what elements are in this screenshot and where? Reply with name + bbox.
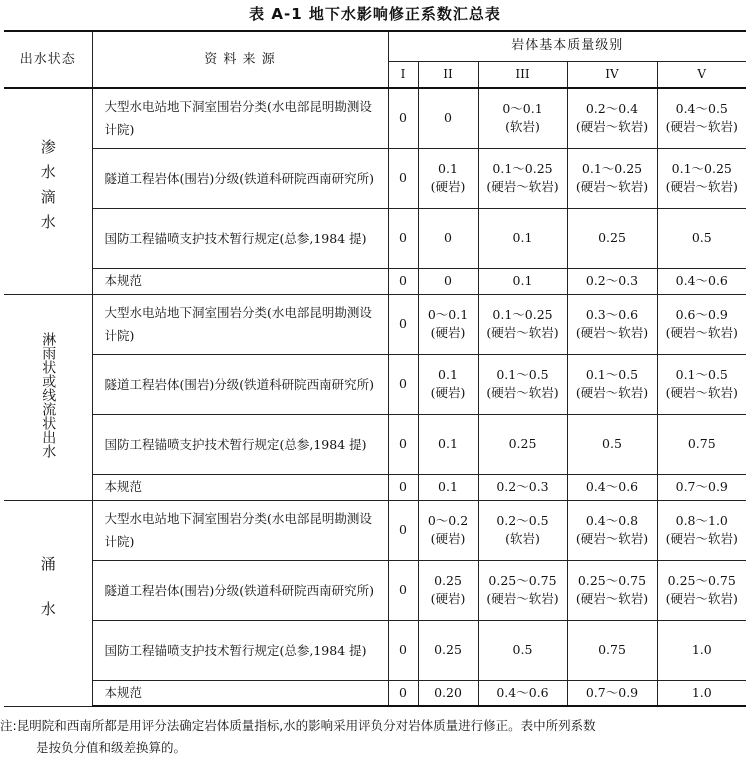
grade-1-value (388, 354, 418, 414)
coefficient-value: 0 (399, 582, 407, 597)
table-row (4, 474, 746, 500)
grade-2-value (418, 680, 478, 706)
coefficient-value: 0.1～0.25 (671, 161, 732, 176)
coefficient-value: 0.4～0.6 (675, 273, 728, 288)
source-cell: 本规范 (92, 474, 388, 500)
header-grade-2: II (418, 61, 478, 88)
grade-2-value (418, 474, 478, 500)
source-cell: 国防工程锚喷支护技术暂行规定(总参,1984 提) (92, 208, 388, 268)
grade-3-value (478, 680, 567, 706)
coefficient-value: 0 (444, 230, 452, 245)
table-row (4, 680, 746, 706)
coefficient-value: 0 (399, 170, 407, 185)
source-cell: 大型水电站地下洞室围岩分类(水电部昆明勘测设计院) (92, 500, 388, 560)
source-cell: 本规范 (92, 680, 388, 706)
table-row (4, 354, 746, 414)
header-grade-4: IV (567, 61, 657, 88)
grade-3-value (478, 294, 567, 354)
rock-type-label: (硬岩～软岩) (486, 591, 559, 606)
coefficient-value: 0.4～0.8 (585, 513, 639, 528)
grade-4-value (567, 88, 657, 148)
rock-type-label: (硬岩) (430, 591, 466, 606)
grade-4-value (567, 268, 657, 294)
grade-3-value (478, 354, 567, 414)
coefficient-value: 0.1～0.25 (492, 307, 553, 322)
grade-5-value (657, 354, 746, 414)
coefficient-value: 0.1 (512, 230, 533, 245)
rock-type-label: (硬岩) (430, 325, 466, 340)
water-state-label: 渗水滴水 (38, 138, 57, 239)
source-cell: 隧道工程岩体(围岩)分级(铁道科研院西南研究所) (92, 148, 388, 208)
water-state-cell (4, 88, 92, 294)
rock-type-label: (硬岩～软岩) (665, 325, 738, 340)
rock-type-label: (硬岩～软岩) (575, 179, 649, 194)
correction-coefficient-table (4, 30, 746, 707)
water-state-label: 淋雨状或线流状出水 (40, 331, 57, 458)
source-cell: 大型水电站地下洞室围岩分类(水电部昆明勘测设计院) (92, 88, 388, 148)
grade-1-value (388, 680, 418, 706)
coefficient-value: 0.1 (438, 479, 458, 494)
table-note (0, 715, 746, 759)
source-cell: 大型水电站地下洞室围岩分类(水电部昆明勘测设计院) (92, 294, 388, 354)
source-cell: 本规范 (92, 268, 388, 294)
rock-type-label: (硬岩～软岩) (665, 179, 738, 194)
coefficient-value: 0 (399, 230, 407, 245)
water-state-cell (4, 500, 92, 706)
header-grade-5: V (657, 61, 746, 88)
grade-1-value (388, 294, 418, 354)
table-row (4, 560, 746, 620)
grade-5-value (657, 268, 746, 294)
coefficient-value: 0.1 (512, 273, 533, 288)
grade-5-value (657, 294, 746, 354)
coefficient-value: 0 (444, 110, 452, 126)
coefficient-value: 0.1～0.5 (496, 367, 549, 382)
grade-5-value (657, 500, 746, 560)
coefficient-value: 0.2～0.3 (585, 273, 639, 288)
grade-4-value (567, 414, 657, 474)
table-row (4, 88, 746, 148)
grade-4-value (567, 474, 657, 500)
coefficient-value: 0.4～0.5 (675, 101, 728, 117)
note-line-2: 是按负分值和级差换算的。 (36, 740, 187, 755)
grade-3-value (478, 88, 567, 148)
grade-5-value (657, 620, 746, 680)
grade-2-value (418, 354, 478, 414)
coefficient-value: 0.5 (602, 436, 622, 451)
coefficient-value: 0.5 (691, 230, 712, 245)
grade-1-value (388, 560, 418, 620)
rock-type-label: (硬岩～软岩) (575, 591, 649, 606)
rock-type-label: (软岩) (505, 119, 540, 135)
table-row (4, 620, 746, 680)
grade-5-value (657, 208, 746, 268)
grade-3-value (478, 560, 567, 620)
grade-4-value (567, 354, 657, 414)
rock-type-label: (硬岩～软岩) (575, 531, 649, 546)
coefficient-value: 0.1～0.5 (585, 367, 639, 382)
source-cell: 隧道工程岩体(围岩)分级(铁道科研院西南研究所) (92, 354, 388, 414)
coefficient-value: 0.7～0.9 (675, 479, 728, 494)
table-row (4, 148, 746, 208)
water-state-cell (4, 294, 92, 500)
coefficient-value: 0 (399, 684, 407, 700)
coefficient-value: 0.3～0.6 (585, 307, 639, 322)
coefficient-value: 0.1 (438, 367, 458, 382)
coefficient-value: 0 (399, 479, 407, 494)
coefficient-value: 0 (399, 376, 407, 391)
grade-1-value (388, 500, 418, 560)
header-source: 资 料 来 源 (92, 31, 388, 88)
coefficient-value: 0.25 (434, 642, 462, 657)
grade-2-value (418, 620, 478, 680)
rock-type-label: (硬岩) (430, 385, 466, 400)
grade-3-value (478, 268, 567, 294)
grade-3-value (478, 620, 567, 680)
grade-3-value (478, 474, 567, 500)
grade-2-value (418, 208, 478, 268)
grade-1-value (388, 268, 418, 294)
coefficient-value: 0 (399, 110, 407, 126)
header-grade-group: 岩体基本质量级别 (388, 31, 746, 61)
grade-1-value (388, 88, 418, 148)
grade-2-value (418, 88, 478, 148)
grade-2-value (418, 414, 478, 474)
coefficient-value: 0 (399, 273, 407, 288)
coefficient-value: 0.5 (512, 642, 533, 657)
grade-5-value (657, 88, 746, 148)
coefficient-value: 0.25 (434, 573, 462, 588)
grade-4-value (567, 148, 657, 208)
coefficient-value: 0.6～0.9 (675, 307, 728, 322)
grade-1-value (388, 620, 418, 680)
coefficient-value: 0.2～0.3 (496, 479, 549, 494)
coefficient-value: 1.0 (691, 642, 712, 657)
grade-5-value (657, 680, 746, 706)
coefficient-value: 1.0 (691, 684, 712, 700)
coefficient-value: 0.2～0.4 (585, 101, 639, 117)
coefficient-value: 0～0.1 (502, 101, 543, 117)
header-state: 出水状态 (4, 31, 92, 88)
grade-4-value (567, 294, 657, 354)
coefficient-value: 0 (399, 642, 407, 657)
coefficient-value: 0 (399, 522, 407, 537)
coefficient-value: 0.1～0.25 (581, 161, 643, 176)
coefficient-value: 0.8～1.0 (675, 513, 728, 528)
rock-type-label: (硬岩～软岩) (575, 385, 649, 400)
grade-4-value (567, 560, 657, 620)
coefficient-value: 0 (444, 273, 452, 288)
table-row (4, 414, 746, 474)
grade-5-value (657, 148, 746, 208)
coefficient-value: 0.25～0.75 (577, 573, 647, 588)
coefficient-value: 0.25～0.75 (667, 573, 736, 588)
table-body (4, 88, 746, 706)
coefficient-value: 0.1 (438, 161, 458, 176)
table-row (4, 268, 746, 294)
grade-4-value (567, 620, 657, 680)
coefficient-value: 0.75 (598, 642, 626, 657)
table-row (4, 208, 746, 268)
coefficient-value: 0.4～0.6 (496, 684, 549, 700)
rock-type-label: (硬岩～软岩) (575, 119, 649, 135)
rock-type-label: (硬岩) (430, 531, 466, 546)
source-cell: 国防工程锚喷支护技术暂行规定(总参,1984 提) (92, 414, 388, 474)
header-grade-3: III (478, 61, 567, 88)
grade-1-value (388, 208, 418, 268)
grade-1-value (388, 474, 418, 500)
grade-3-value (478, 414, 567, 474)
grade-2-value (418, 148, 478, 208)
coefficient-value: 0.1～0.5 (675, 367, 728, 382)
grade-5-value (657, 414, 746, 474)
rock-type-label: (硬岩～软岩) (486, 325, 559, 340)
rock-type-label: (硬岩～软岩) (575, 325, 649, 340)
grade-3-value (478, 208, 567, 268)
source-cell: 国防工程锚喷支护技术暂行规定(总参,1984 提) (92, 620, 388, 680)
coefficient-value: 0.25 (508, 436, 537, 451)
header-grade-1: I (388, 61, 418, 88)
rock-type-label: (硬岩～软岩) (665, 119, 738, 135)
table-row (4, 294, 746, 354)
coefficient-value: 0.1 (438, 436, 458, 451)
coefficient-value: 0～0.1 (427, 307, 469, 322)
grade-5-value (657, 474, 746, 500)
source-cell: 隧道工程岩体(围岩)分级(铁道科研院西南研究所) (92, 560, 388, 620)
coefficient-value: 0.25 (598, 230, 626, 245)
grade-2-value (418, 294, 478, 354)
grade-4-value (567, 500, 657, 560)
coefficient-value: 0.4～0.6 (585, 479, 639, 494)
grade-3-value (478, 500, 567, 560)
rock-type-label: (硬岩) (430, 179, 466, 194)
coefficient-value: 0 (399, 436, 407, 451)
grade-2-value (418, 268, 478, 294)
grade-1-value (388, 414, 418, 474)
note-line-1: 注:昆明院和西南所都是用评分法确定岩体质量指标,水的影响采用评负分对岩体质量进行修正。表中所列系数 (0, 718, 596, 733)
grade-1-value (388, 148, 418, 208)
grade-2-value (418, 500, 478, 560)
coefficient-value: 0.20 (434, 684, 462, 700)
table-title: 表 A-1 地下水影响修正系数汇总表 (249, 5, 501, 23)
rock-type-label: (硬岩～软岩) (665, 531, 738, 546)
rock-type-label: (硬岩～软岩) (486, 385, 559, 400)
grade-3-value (478, 148, 567, 208)
coefficient-value: 0.1～0.25 (492, 161, 553, 176)
rock-type-label: (硬岩～软岩) (665, 591, 738, 606)
grade-4-value (567, 208, 657, 268)
coefficient-value: 0～0.2 (427, 513, 469, 528)
grade-5-value (657, 560, 746, 620)
grade-2-value (418, 560, 478, 620)
coefficient-value: 0.75 (687, 436, 716, 451)
coefficient-value: 0.2～0.5 (496, 513, 549, 528)
grade-4-value (567, 680, 657, 706)
rock-type-label: (软岩) (505, 531, 540, 546)
coefficient-value: 0 (399, 316, 407, 331)
coefficient-value: 0.25～0.75 (488, 573, 557, 588)
rock-type-label: (硬岩～软岩) (486, 179, 559, 194)
rock-type-label: (硬岩～软岩) (665, 385, 738, 400)
water-state-label: 涌水 (38, 555, 57, 646)
coefficient-value: 0.7～0.9 (585, 684, 639, 700)
table-row (4, 500, 746, 560)
